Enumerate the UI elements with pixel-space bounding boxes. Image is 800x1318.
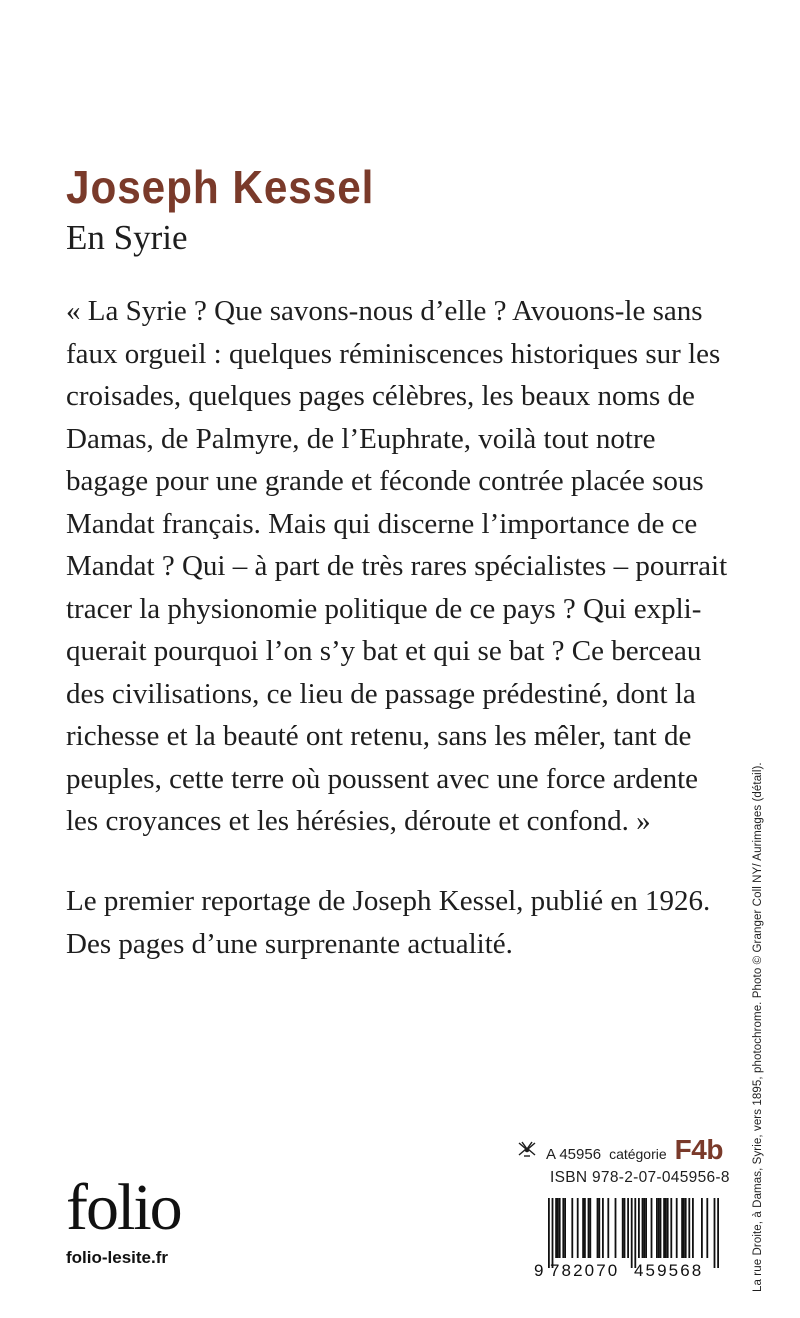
barcode-bar (656, 1198, 658, 1258)
barcode-bar (665, 1198, 667, 1258)
barcode-bar (638, 1198, 640, 1258)
barcode-bar (663, 1198, 665, 1258)
barcode-right-digits: 459568 (634, 1261, 704, 1278)
quote-line: Mandat ? Qui – à part de très rares spécialistes – pourrait (66, 550, 728, 582)
summary-line: Des pages d’une surprenante actualité. (66, 928, 513, 960)
barcode-bar (676, 1198, 678, 1258)
quote-line: bagage pour une grande et féconde contrée placée sous (66, 465, 704, 497)
quote-line: peuples, cette terre où poussent avec une force ardente (66, 762, 699, 795)
barcode-first-digit: 9 (534, 1261, 544, 1278)
isbn-number: ISBN 978-2-07-045956-8 (550, 1169, 730, 1186)
blurb-quote (66, 290, 746, 843)
catalog-reference: A 45956 (546, 1146, 602, 1163)
quote-line: richesse et la beauté ont retenu, sans les mêler, tant de (66, 720, 692, 752)
barcode-bar (683, 1198, 685, 1258)
book-title: En Syrie (66, 218, 188, 257)
barcode-bar (557, 1198, 559, 1258)
barcode-bar (602, 1198, 604, 1258)
barcode-bar (607, 1198, 609, 1258)
barcode-bar (597, 1198, 599, 1258)
barcode-bar (651, 1198, 653, 1258)
barcode-left-digits: 782070 (550, 1261, 620, 1278)
barcode-bars (548, 1198, 719, 1268)
barcode-bar (642, 1198, 644, 1258)
publisher-website[interactable]: folio-lesite.fr (66, 1248, 169, 1267)
barcode-bar (571, 1198, 573, 1258)
barcode-bar (588, 1198, 590, 1258)
barcode-bar (552, 1198, 554, 1268)
barcode-bar (670, 1198, 672, 1258)
barcode-bar (582, 1198, 584, 1258)
publisher-logo: folio (66, 1171, 181, 1244)
barcode-bar (627, 1198, 629, 1258)
folio-emblem-icon (516, 1140, 538, 1158)
barcode-bar (688, 1198, 690, 1258)
barcode-bar (681, 1198, 683, 1258)
quote-line: des civilisations, ce lieu de passage prédestiné, dont la (66, 677, 696, 710)
barcode-bar (658, 1198, 660, 1258)
barcode-bar (564, 1198, 566, 1258)
barcode-bar (589, 1198, 591, 1258)
barcode-bar (706, 1198, 708, 1258)
barcode-bar (631, 1198, 633, 1268)
barcode-bar (701, 1198, 703, 1258)
category-code: F4b (674, 1134, 723, 1165)
barcode-bar (714, 1198, 716, 1268)
barcode-bar (562, 1198, 564, 1258)
quote-line: faux orgueil : quelques réminiscences historiques sur les (66, 337, 721, 370)
photo-credit: La rue Droite, à Damas, Syrie, vers 1895, photochrome. Photo © Granger Coll NY/ Aurimages (détail). (752, 762, 764, 1292)
author-name: Joseph Kessel (66, 161, 375, 213)
barcode (534, 1198, 720, 1278)
quote-line: tracer la physionomie politique de ce pays ? Qui expli- (66, 592, 702, 625)
quote-line: les croyances et les hérésies, déroute et confond. » (66, 805, 651, 837)
quote-line: querait pourquoi l’on s’y bat et qui se bat ? Ce berceau (66, 635, 702, 667)
barcode-bar (555, 1198, 557, 1258)
barcode-bar (598, 1198, 600, 1258)
category-label: catégorie (609, 1146, 667, 1162)
quote-line: « La Syrie ? Que savons-nous d’elle ? Avouons-le sans (66, 295, 703, 327)
barcode-bar (685, 1198, 687, 1258)
barcode-bar (692, 1198, 694, 1258)
barcode-bar (634, 1198, 636, 1268)
barcode-bar (559, 1198, 561, 1258)
barcode-bar (584, 1198, 586, 1258)
catalog-info (516, 1134, 723, 1164)
barcode-bar (577, 1198, 579, 1258)
barcode-bar (548, 1198, 550, 1268)
barcode-bar (643, 1198, 645, 1258)
barcode-bar (667, 1198, 669, 1258)
quote-line: Mandat français. Mais qui discerne l’importance de ce (66, 507, 698, 540)
barcode-bar (660, 1198, 662, 1258)
barcode-bar (717, 1198, 719, 1268)
quote-line: croisades, quelques pages célèbres, les beaux noms de (66, 380, 695, 412)
blurb-summary (66, 880, 746, 966)
quote-line: Damas, de Palmyre, de l’Euphrate, voilà tout notre (66, 422, 656, 455)
summary-line: Le premier reportage de Joseph Kessel, publié en 1926. (66, 885, 711, 917)
barcode-bar (645, 1198, 647, 1258)
barcode-bar (615, 1198, 617, 1258)
barcode-bar (622, 1198, 624, 1258)
barcode-bar (624, 1198, 626, 1258)
